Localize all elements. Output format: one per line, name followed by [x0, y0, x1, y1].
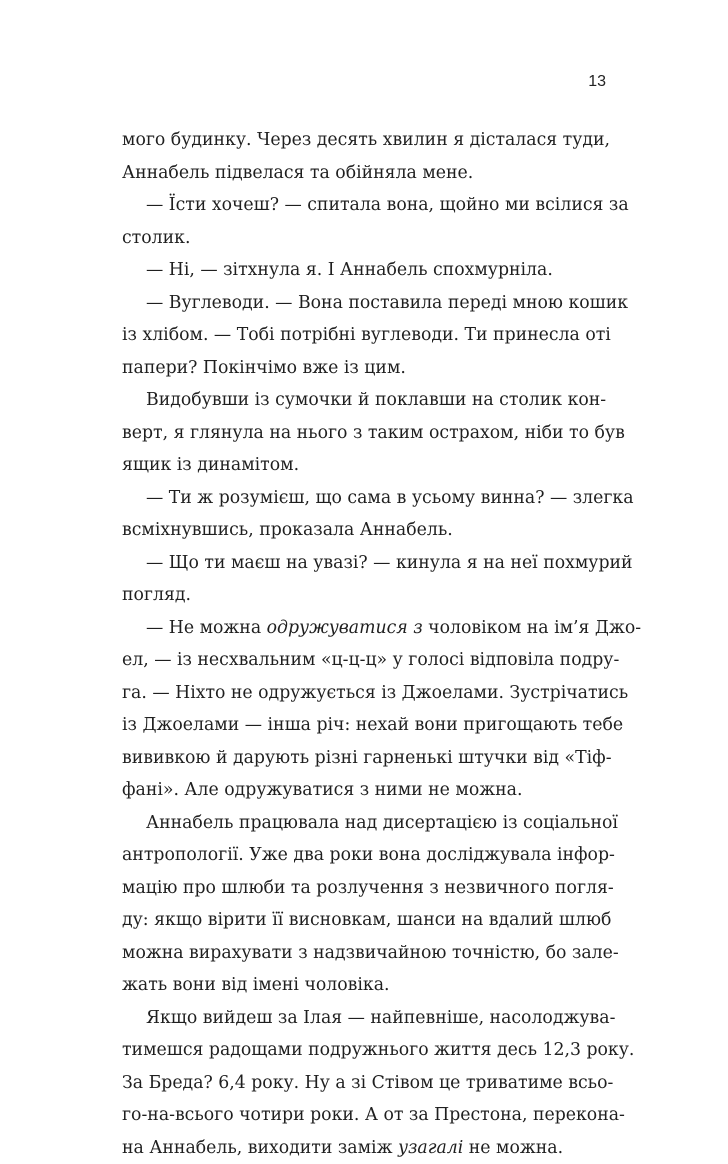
line-text: — Ні, — зітхнула я. І Аннабель спохмурніла. [146, 260, 553, 280]
line-text: чоловіком на ім’я Джо- [423, 618, 641, 638]
line-text: всміхнувшись, проказала Аннабель. [122, 520, 453, 540]
text-line-18 [122, 677, 606, 710]
text-line-19 [122, 709, 606, 742]
text-line-3 [122, 189, 606, 222]
text-line-21 [122, 774, 606, 807]
line-text: вививкою й дарують різні гарненькі штучки від «Тіф- [122, 748, 612, 768]
line-text: ду: якщо вірити її висновкам, шанси на вдалий шлюб [122, 910, 611, 930]
text-line-12 [122, 482, 606, 515]
text-line-31 [122, 1099, 606, 1132]
text-line-30 [122, 1067, 606, 1100]
italic-text: узагалі [398, 1138, 463, 1158]
text-line-11 [122, 449, 606, 482]
text-line-6 [122, 287, 606, 320]
text-line-4 [122, 222, 606, 255]
text-line-14 [122, 547, 606, 580]
line-text: ел, — із несхвальним «ц-ц-ц» у голосі відповіла подру- [122, 650, 619, 670]
text-line-5 [122, 254, 606, 287]
line-text: За Бреда? 6,4 року. Ну а зі Стівом це триватиме всьо- [122, 1073, 613, 1093]
line-text: тимешся радощами подружнього життя десь 12,3 року. [122, 1040, 634, 1060]
body-text [122, 124, 606, 1164]
line-text: — Не можна [146, 618, 267, 638]
text-line-10 [122, 417, 606, 450]
text-line-7 [122, 319, 606, 352]
line-text: Аннабель працювала над дисертацією із соціальної [146, 813, 618, 833]
text-line-28 [122, 1002, 606, 1035]
line-text: фані». Але одружуватися з ними не можна. [122, 780, 522, 800]
line-text: — Вуглеводи. — Вона поставила переді мною кошик [146, 293, 628, 313]
text-line-24 [122, 872, 606, 905]
line-text: — Що ти маєш на увазі? — кинула я на неї похмурий [146, 553, 633, 573]
line-text: ящик із динамітом. [122, 455, 299, 475]
line-text: із Джоелами — інша річ: нехай вони пригощають тебе [122, 715, 623, 735]
line-text: на Аннабель, виходити заміж [122, 1138, 398, 1158]
text-line-32 [122, 1132, 606, 1164]
line-text: — Ти ж розумієш, що сама в усьому винна? — злегка [146, 488, 634, 508]
text-line-16 [122, 612, 606, 645]
text-line-8 [122, 352, 606, 385]
line-text: верт, я глянула на нього з таким острахом, ніби то був [122, 423, 625, 443]
italic-text: одружуватися з [267, 618, 423, 638]
line-text: — Їсти хочеш? — спитала вона, щойно ми всілися за [146, 195, 629, 215]
line-text: Якщо вийдеш за Ілая — найпевніше, насолоджува- [146, 1008, 615, 1028]
text-line-1 [122, 124, 606, 157]
line-text: мацію про шлюби та розлучення з незвичного погля- [122, 878, 614, 898]
line-text: мого будинку. Через десять хвилин я дісталася туди, [122, 130, 610, 150]
line-text: жать вони від імені чоловіка. [122, 975, 390, 995]
text-line-13 [122, 514, 606, 547]
line-text: антропології. Уже два роки вона досліджувала інфор- [122, 845, 615, 865]
text-line-27 [122, 969, 606, 1002]
text-line-17 [122, 644, 606, 677]
text-line-23 [122, 839, 606, 872]
text-line-22 [122, 807, 606, 840]
text-line-25 [122, 904, 606, 937]
line-text: можна вирахувати з надзвичайною точністю, бо зале- [122, 943, 619, 963]
line-text: не можна. [463, 1138, 563, 1158]
line-text: Аннабель підвелася та обійняла мене. [122, 163, 473, 183]
line-text: папери? Покінчімо вже із цим. [122, 358, 406, 378]
line-text: столик. [122, 228, 190, 248]
text-line-2 [122, 157, 606, 190]
text-line-9 [122, 384, 606, 417]
line-text: із хлібом. — Тобі потрібні вуглеводи. Ти принесла оті [122, 325, 611, 345]
line-text: га. — Ніхто не одружується із Джоелами. Зустрічатись [122, 683, 628, 703]
text-line-15 [122, 579, 606, 612]
text-line-26 [122, 937, 606, 970]
line-text: погляд. [122, 585, 191, 605]
page-number: 13 [570, 72, 606, 92]
text-line-29 [122, 1034, 606, 1067]
text-line-20 [122, 742, 606, 775]
line-text: Видобувши із сумочки й поклавши на столик кон- [146, 390, 606, 410]
line-text: го-на-всього чотири роки. А от за Престона, перекона- [122, 1105, 625, 1125]
